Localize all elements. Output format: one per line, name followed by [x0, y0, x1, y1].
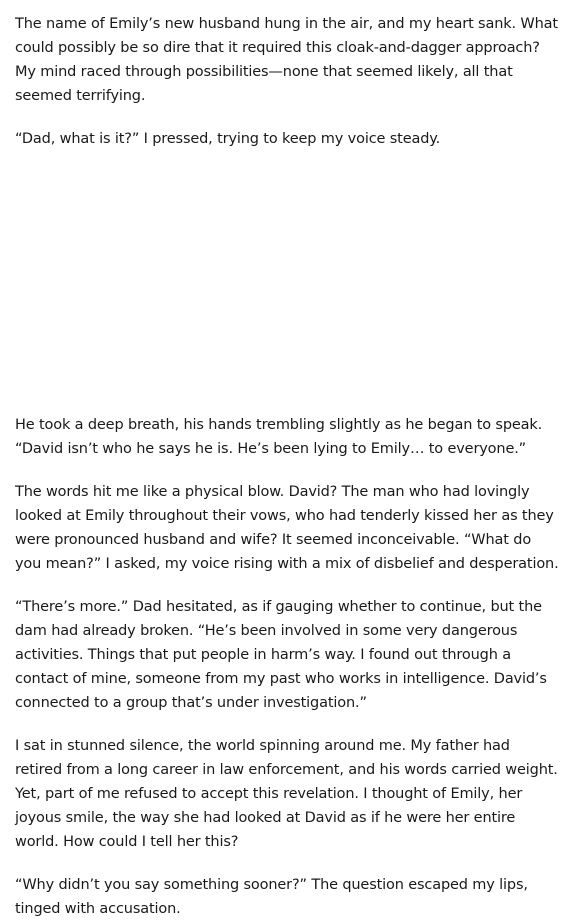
paragraph-gap	[15, 108, 560, 127]
paragraph-6: I sat in stunned silence, the world spinning around me. My father had retired from a long career in law enforcement, and his words carried weight. Yet, part of me refused to accept this revelation. I thought of Emily, her joyous smile, the way she had looked at David as if he were her entire world. How could I tell her this?	[15, 738, 558, 850]
paragraph-gap	[15, 461, 560, 480]
article-body	[15, 12, 560, 921]
paragraph-1: The name of Emily’s new husband hung in the air, and my heart sank. What could possibly be so dire that it required this cloak-and-dagger approach? My mind raced through possibilities—none that seemed likely, all that seemed terrifying.	[15, 16, 558, 104]
paragraph-gap	[15, 854, 560, 873]
paragraph-gap	[15, 715, 560, 734]
paragraph-gap	[15, 576, 560, 595]
paragraph-4: The words hit me like a physical blow. David? The man who had lovingly looked at Emily throughout their vows, who had tenderly kissed her as they were pronounced husband and wife? It seemed inconceivable. “What do you mean?” I asked, my voice rising with a mix of disbelief and desperation.	[15, 484, 559, 572]
paragraph-5: “There’s more.” Dad hesitated, as if gauging whether to continue, but the dam had already broken. “He’s been involved in some very dangerous activities. Things that put people in harm’s way. I found out through a contact of mine, someone from my past who works in intelligence. David’s connected to a group that’s under investigation.”	[15, 599, 547, 711]
paragraph-2: “Dad, what is it?” I pressed, trying to keep my voice steady.	[15, 131, 441, 147]
blank-ad-space	[15, 151, 560, 413]
paragraph-7: “Why didn’t you say something sooner?” The question escaped my lips, tinged with accusation.	[15, 877, 528, 917]
paragraph-3: He took a deep breath, his hands trembling slightly as he began to speak. “David isn’t who he says he is. He’s been lying to Emily… to everyone.”	[15, 417, 543, 457]
